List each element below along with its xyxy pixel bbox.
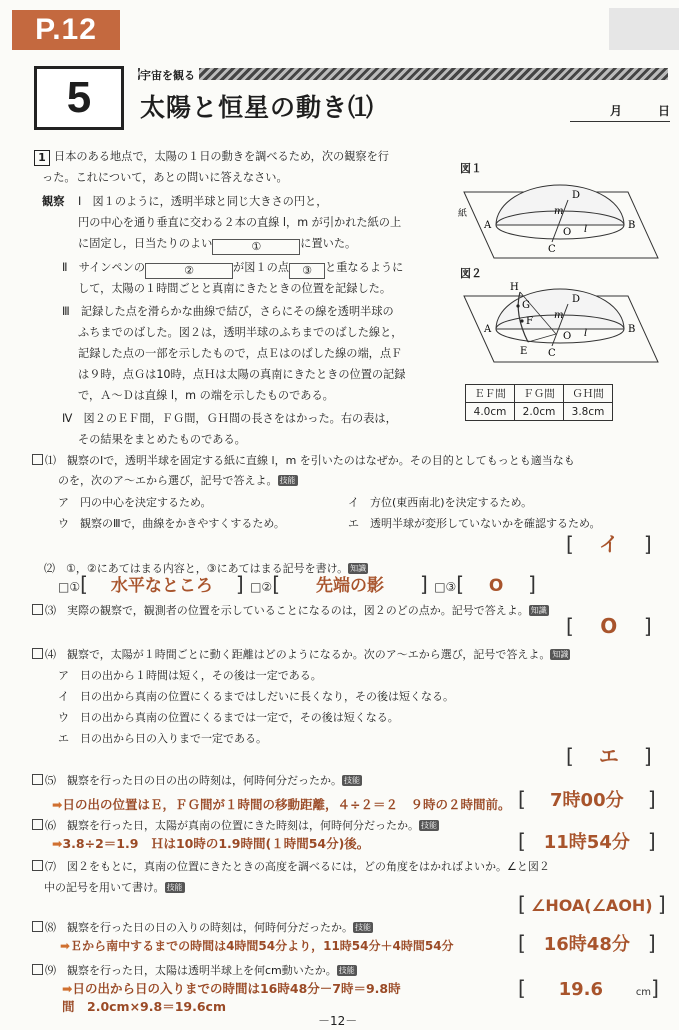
figure-2-label: 図２: [460, 267, 482, 280]
q4-option-e: エ 日の出から日の入りまで一定である。: [58, 732, 267, 745]
q9-badge: 技能: [338, 966, 355, 975]
q7-line-b: [44, 879, 185, 895]
page-badge: P.12: [12, 10, 120, 50]
q6-answer: 11時54分: [543, 832, 630, 853]
fig2-point-B: B: [628, 324, 636, 335]
fig1-point-A: A: [484, 220, 492, 231]
obs1-text: に固定し，日当たりのよい: [78, 237, 213, 250]
q6-line: [32, 817, 439, 833]
q1-text-a: ⑴ 観察のⅠで，透明半球を固定する紙に直線 l，m を引いたのはなぜか。その目的としてもっとも適当なも: [45, 454, 575, 467]
q2-answer-2[interactable]: 先端の影: [316, 576, 385, 596]
figure-2-diagram: [456, 274, 668, 374]
fig2-point-O: O: [563, 331, 572, 342]
obs3-line-c: 記録した点の一部を示したもので，点Ｅはのばした線の端，点Ｆ: [78, 347, 403, 360]
fig2-point-H: H: [510, 282, 519, 293]
arrow-icon: ➡: [62, 981, 73, 996]
month-label: 月: [609, 104, 622, 118]
table-header: ＧＨ間: [564, 385, 613, 403]
q7-answer: ∠HOA(∠AOH): [530, 896, 653, 915]
obs1-text-post: に置いた。: [300, 237, 357, 250]
q2-label-1: □①: [58, 580, 81, 594]
fig1-paper-label: 紙: [458, 209, 468, 219]
q4-answer-box[interactable]: [ エ ]: [566, 740, 652, 769]
fig1-point-C: C: [548, 244, 556, 255]
q3-answer-box[interactable]: [ O ]: [566, 614, 652, 638]
q9-answer: 19.6: [558, 979, 604, 1000]
q9-checkbox[interactable]: [32, 964, 43, 975]
q7-line-a: [32, 858, 550, 874]
q1-line-b: [58, 472, 298, 488]
q1-answer: イ: [598, 532, 619, 556]
q5-badge: 技能: [344, 776, 360, 785]
q4-checkbox[interactable]: [32, 648, 43, 659]
q9-explanation-1: [62, 979, 401, 997]
fig1-point-O: O: [563, 227, 572, 238]
q6-explanation: [52, 834, 369, 852]
q3-line: [32, 602, 549, 618]
obs2-line-b: して，太陽の１時間ごとと真南にきたときの位置を記録した。: [78, 282, 392, 295]
obs1-line-b: 円の中心を通り垂直に交わる２本の直線 l，m が引かれた紙の上: [78, 216, 402, 229]
q5-answer: 7時00分: [550, 790, 624, 811]
fig2-point-E: E: [520, 346, 528, 357]
fig2-line-l: l: [584, 328, 588, 339]
q5-answer-box[interactable]: [ 7時00分 ]: [518, 787, 656, 811]
obs2-text-post: と重なるように: [325, 261, 404, 274]
q2-text: ⑵ ①，②にあてはまる内容と，③にあてはまる記号を書け。: [44, 562, 349, 575]
obs4-line-b: その結果をまとめたものである。: [78, 433, 246, 446]
q6-badge: 技能: [421, 821, 437, 830]
q9-unit: cm: [635, 987, 652, 998]
table-cell: 2.0cm: [515, 403, 564, 421]
q3-badge: 知識: [530, 606, 547, 615]
fig1-line-l: l: [584, 224, 588, 235]
fig2-point-G: G: [522, 300, 530, 311]
q2-answer-row: □①[ 水平なところ ] □②[ 先端の影 ] □③[ O ]: [58, 572, 536, 596]
obs2-text: Ⅱ サインペンの: [62, 261, 146, 274]
page-number: －12－: [318, 1014, 358, 1028]
q4-option-a: ア 日の出から１時間は短く，その後は一定である。: [58, 669, 322, 682]
blank-2: ②: [145, 263, 233, 279]
q1-line-a: [32, 452, 575, 468]
obs2-line-a: [62, 258, 403, 279]
arrow-icon: ➡: [60, 939, 71, 953]
fig1-point-B: B: [628, 220, 636, 231]
q8-line: [32, 919, 373, 935]
arrow-icon: ➡: [52, 836, 63, 851]
fig1-point-D: D: [572, 190, 581, 201]
fig1-line-m: m: [554, 206, 564, 217]
q2-badge: 知識: [350, 564, 367, 573]
unit-number: 5: [34, 66, 124, 130]
day-label-text: 日: [657, 104, 670, 118]
q1-answer-box[interactable]: [ イ ]: [566, 528, 652, 557]
q4-option-u: ウ 日の出から真南の位置にくるまでは一定で，その後は短くなる。: [58, 711, 399, 724]
table-cell: 4.0cm: [466, 403, 515, 421]
table-header: ＦＧ間: [515, 385, 564, 403]
q8-explanation: [60, 937, 454, 954]
obs3-line-e: で，Ａ～Ｄは直線 l，m の端を示したものである。: [78, 389, 334, 402]
q9-explanation-text-1: 日の出から日の入りまでの時間は16時48分－7時＝9.8時: [72, 981, 401, 996]
q9-answer-box[interactable]: [ 19.6 cm]: [518, 976, 659, 1000]
q7-badge: 技能: [166, 883, 183, 892]
q2-label-3: □③: [434, 580, 457, 594]
q8-checkbox[interactable]: [32, 921, 43, 932]
q7-text-a: ⑺ 図２をもとに，真南の位置にきたときの高度を調べるには，どの角度をはかればよいか。∠と図２: [45, 860, 550, 873]
q7-checkbox[interactable]: [32, 860, 43, 871]
q5-checkbox[interactable]: [32, 774, 43, 785]
page-title: 太陽と恒星の動き⑴: [140, 93, 375, 122]
q6-answer-box[interactable]: [ 11時54分 ]: [518, 829, 656, 853]
q7-text-b: 中の記号を用いて書け。: [44, 881, 165, 894]
q1-checkbox[interactable]: [32, 454, 43, 465]
figure-1-label: 図１: [460, 162, 482, 175]
obs4-line-a: Ⅳ 図２のＥＦ間，ＦＧ間，ＧＨ間の長さをはかった。右の表は，: [62, 412, 397, 425]
q6-explanation-text: 3.8÷2＝1.9 Ｈは10時の1.9時間(１時間54分)後。: [62, 836, 370, 851]
q2-label-2: □②: [250, 580, 273, 594]
obs3-line-d: は９時，点Ｇは10時，点Ｈは太陽の真南にきたときの位置の記録: [78, 368, 406, 381]
date-field[interactable]: [570, 102, 670, 122]
q5-explanation-text: 日の出の位置はＥ，ＦＧ間が１時間の移動距離，４÷２＝２ ９時の２時間前。: [62, 797, 511, 812]
unit-subtitle: 宇宙を観る: [140, 67, 199, 83]
q4-badge: 知識: [552, 650, 569, 659]
figure-1-diagram: [456, 170, 668, 270]
blank-1: ①: [212, 239, 300, 255]
q3-text: ⑶ 実際の観察で，観測者の位置を示していることになるのは，図２のどの点か。記号で答えよ。: [45, 604, 529, 617]
q3-answer: O: [600, 614, 618, 638]
table-header: ＥＦ間: [466, 385, 515, 403]
q2-answer-3[interactable]: O: [488, 576, 504, 596]
q2-answer-1[interactable]: 水平なところ: [110, 576, 213, 596]
q4-option-i: イ 日の出から真南の位置にくるまではしだいに長くなり，その後は短くなる。: [58, 690, 454, 703]
arrow-icon: ➡: [52, 797, 63, 812]
q5-explanation: [52, 795, 510, 813]
q8-answer: 16時48分: [543, 934, 630, 955]
q1-option-e: エ 透明半球が変形していないかを確認するため。: [348, 517, 601, 530]
q6-text: ⑹ 観察を行った日，太陽が真南の位置にきた時刻は，何時何分だったか。: [45, 819, 419, 832]
q8-explanation-text: Ｅから南中するまでの時間は4時間54分より，11時54分＋4時間54分: [70, 939, 454, 953]
q1-option-i: イ 方位(東西南北)を決定するため。: [348, 496, 533, 509]
intro-line-1: 日本のある地点で，太陽の１日の動きを調べるため，次の観察を行: [54, 150, 389, 163]
q7-answer-box[interactable]: [ ∠HOA(∠AOH) ]: [518, 892, 666, 916]
distance-table: [465, 384, 613, 421]
fig2-point-F: F: [526, 316, 533, 327]
q1-text-b: のを，次のア～エから選び，記号で答えよ。: [58, 474, 278, 487]
fig2-point-A: A: [484, 324, 492, 335]
obs3-line-b: ふちまでのばした。図２は，透明半球のふちまでのばした線と，: [78, 326, 403, 339]
problem-number: 1: [34, 150, 50, 166]
q8-answer-box[interactable]: [ 16時48分 ]: [518, 931, 656, 955]
fig2-point-D: D: [572, 294, 581, 305]
q6-checkbox[interactable]: [32, 819, 43, 830]
q9-explanation-2: 間 2.0cm×9.8＝19.6cm: [62, 999, 226, 1014]
q9-text: ⑼ 観察を行った日，太陽は透明半球上を何cm動いたか。: [45, 964, 337, 977]
q3-checkbox[interactable]: [32, 604, 43, 615]
q9-line: [32, 962, 357, 978]
q1-badge: 技能: [279, 476, 296, 485]
q8-badge: 技能: [355, 923, 371, 932]
q1-option-u: ウ 観察のⅢで，曲線をかきやすくするため。: [58, 517, 285, 530]
q4-answer: エ: [598, 744, 619, 768]
observation-label: 観察: [42, 195, 65, 208]
blank-3: ③: [289, 263, 325, 279]
q5-text: ⑸ 観察を行った日の日の出の時刻は，何時何分だったか。: [45, 774, 342, 787]
adjacent-page-shadow: [609, 8, 679, 50]
obs2-text-mid: が図１の点: [233, 261, 289, 274]
fig2-point-C: C: [548, 348, 556, 359]
q5-line: [32, 772, 362, 788]
obs1-line-a: Ⅰ 図１のように，透明半球と同じ大きさの円と，: [78, 195, 328, 208]
q4-line: [32, 646, 570, 662]
q4-text: ⑷ 観察で，太陽が１時間ごとに動く距離はどのようになるか。次のア～エから選び，記号で答えよ。: [45, 648, 551, 661]
q1-option-a: ア 円の中心を決定するため。: [58, 496, 212, 509]
intro-line-2: った。これについて，あとの問いに答えなさい。: [42, 171, 288, 184]
title-stripe: [138, 68, 668, 80]
table-cell: 3.8cm: [564, 403, 613, 421]
obs3-line-a: Ⅲ 記録した点を滑らかな曲線で結び，さらにその線を透明半球の: [62, 305, 394, 318]
fig2-line-m: m: [554, 310, 564, 321]
obs1-line-c: [78, 234, 356, 255]
q8-text: ⑻ 観察を行った日の日の入りの時刻は，何時何分だったか。: [45, 921, 353, 934]
